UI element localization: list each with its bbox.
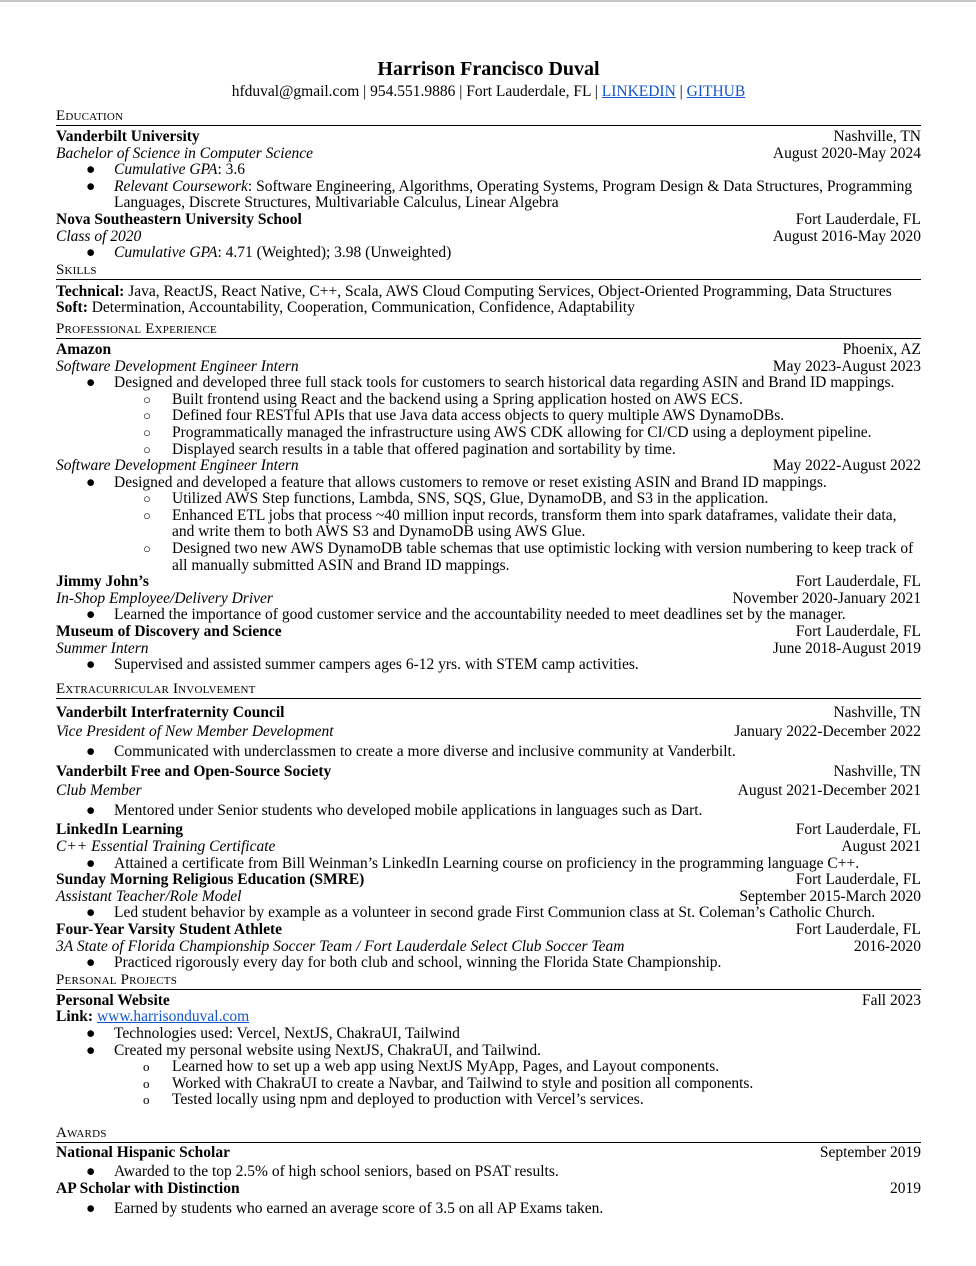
gpa-value: : 3.6	[217, 161, 246, 179]
bullet-text: Created my personal website using NextJS, ChakraUI, and Tailwind.	[114, 1041, 541, 1059]
list-item	[56, 179, 921, 212]
list-item	[56, 607, 921, 624]
organization-name: Sunday Morning Religious Education (SMRE)	[56, 871, 365, 889]
bullet-disc: ●	[86, 1041, 96, 1059]
job-header	[56, 342, 921, 359]
degree: Class of 2020	[56, 227, 142, 245]
activity-role: C++ Essential Training Certificate	[56, 837, 276, 855]
bullet-text: Enhanced ETL jobs that process ~40 million input records, transform them into spark dataframes, validate their data, and write them to both AWS S3 and DynamoDB using AWS Glue.	[172, 506, 897, 541]
linkedin-link[interactable]: LINKEDIN	[601, 83, 676, 100]
bullet-disc: ●	[86, 244, 96, 262]
bullet-disc: ●	[86, 177, 96, 195]
award-header	[56, 1181, 921, 1198]
bullet-disc: ●	[86, 1199, 96, 1217]
section-experience: Professional Experience	[56, 321, 921, 339]
coursework-value: : Software Engineering, Algorithms, Operating Systems, Program Design & Data Structures, Programming Languages, Discrete Structures, Multivariable Calculus, Linear Algebra	[114, 177, 913, 212]
bullet-disc: ●	[86, 801, 96, 819]
job-location: Fort Lauderdale, FL	[795, 623, 921, 641]
list-item	[56, 1201, 921, 1218]
bullet-disc: ●	[86, 374, 96, 392]
activity-header	[56, 764, 921, 781]
job-header	[56, 574, 921, 591]
list-item	[56, 1043, 921, 1060]
activity-bullets	[56, 955, 921, 972]
project-date: Fall 2023	[862, 991, 921, 1009]
activity-dates: September 2015-March 2020	[739, 887, 921, 905]
activity-subheader	[56, 889, 921, 906]
bullet-o: o	[143, 1092, 150, 1108]
job-subbullets	[56, 392, 921, 458]
bullet-text: Designed and developed three full stack tools for customers to search historical data regarding ASIN and Brand ID mappings.	[114, 374, 895, 392]
organization-name: LinkedIn Learning	[56, 821, 184, 839]
job-role: Software Development Engineer Intern	[56, 357, 299, 375]
activity-role: Vice President of New Member Development	[56, 723, 334, 741]
bullet-circle: ○	[143, 408, 151, 424]
bullet-text: Learned the importance of good customer service and the accountability needed to meet deadlines set by the manager.	[114, 606, 846, 624]
section-education: Education	[56, 108, 921, 126]
activity-location: Nashville, TN	[833, 762, 921, 780]
organization-name: Vanderbilt Interfraternity Council	[56, 703, 285, 721]
bullet-text: Supervised and assisted summer campers ages 6-12 yrs. with STEM camp activities.	[114, 656, 639, 674]
coursework-label: Relevant Coursework	[114, 177, 248, 195]
education-dates: August 2016-May 2020	[772, 227, 921, 245]
gpa-label: Cumulative GPA	[114, 161, 218, 179]
project-link-row	[56, 1009, 921, 1026]
section-projects: Personal Projects	[56, 972, 921, 990]
job-bullets	[56, 475, 921, 492]
gpa-label: Cumulative GPA	[114, 244, 218, 262]
project-bullets	[56, 1026, 921, 1059]
skills-soft	[56, 300, 921, 317]
resume-page	[56, 56, 921, 1217]
education-bullets	[56, 245, 921, 262]
bullet-text: Built frontend using React and the backend using a Spring application hosted on AWS ECS.	[172, 390, 743, 408]
education-entry-header	[56, 212, 921, 229]
list-item	[56, 1164, 921, 1181]
section-awards: Awards	[56, 1125, 921, 1143]
education-entry-header	[56, 129, 921, 146]
skills-technical-label: Technical:	[56, 282, 125, 300]
list-item	[56, 1059, 921, 1076]
list-item	[56, 1026, 921, 1043]
skills-technical	[56, 284, 921, 301]
bullet-text: Displayed search results in a table that offered pagination and sortability by time.	[172, 440, 676, 458]
activity-location: Fort Lauderdale, FL	[795, 871, 921, 889]
resume-header	[56, 56, 921, 101]
bullet-text: Designed and developed a feature that allows customers to remove or reset existing ASIN and Brand ID mappings.	[114, 473, 827, 491]
education-dates: August 2020-May 2024	[772, 144, 921, 162]
bullet-text: Attained a certificate from Bill Weinman’s LinkedIn Learning course on proficiency in the programming language C++.	[114, 854, 860, 872]
job-dates: June 2018-August 2019	[772, 639, 921, 657]
bullet-text: Utilized AWS Step functions, Lambda, SNS, SQS, Glue, DynamoDB, and S3 in the application.	[172, 490, 769, 508]
bullet-text: Mentored under Senior students who developed mobile applications in languages such as Dart.	[114, 801, 703, 819]
contact-separator: |	[675, 83, 687, 100]
company-name: Amazon	[56, 340, 112, 358]
bullet-o: o	[143, 1075, 150, 1091]
activity-subheader	[56, 724, 921, 741]
bullet-circle: ○	[143, 491, 151, 507]
skills-soft-list: Determination, Accountability, Cooperation, Communication, Confidence, Adaptability	[87, 299, 635, 317]
organization-name: Vanderbilt Free and Open-Source Society	[56, 762, 332, 780]
list-item	[56, 657, 921, 674]
list-item	[56, 162, 921, 179]
list-item	[56, 491, 921, 508]
project-subbullets	[56, 1059, 921, 1109]
bullet-text: Technologies used: Vercel, NextJS, ChakraUI, Tailwind	[114, 1024, 460, 1042]
list-item	[56, 508, 921, 541]
bullet-text: Earned by students who earned an average score of 3.5 on all AP Exams taken.	[114, 1199, 604, 1217]
job-bullets	[56, 657, 921, 674]
job-role: In-Shop Employee/Delivery Driver	[56, 589, 273, 607]
github-link[interactable]: GITHUB	[686, 83, 746, 100]
activity-bullets	[56, 856, 921, 873]
company-name: Museum of Discovery and Science	[56, 623, 282, 641]
section-extracurricular: Extracurricular Involvement	[56, 681, 921, 699]
list-item	[56, 425, 921, 442]
bullet-circle: ○	[143, 391, 151, 407]
gpa-value: : 4.71 (Weighted); 3.98 (Unweighted)	[217, 244, 452, 262]
education-entry-subheader	[56, 146, 921, 163]
candidate-name: Harrison Francisco Duval	[377, 58, 600, 80]
bullet-circle: ○	[143, 441, 151, 457]
activity-dates: August 2021	[841, 837, 921, 855]
bullet-text: Defined four RESTful APIs that use Java data access objects to query multiple AWS DynamoDBs.	[172, 407, 785, 425]
bullet-disc: ●	[86, 1024, 96, 1042]
activity-bullets	[56, 905, 921, 922]
activity-header	[56, 922, 921, 939]
contact-line	[56, 83, 921, 101]
activity-subheader	[56, 839, 921, 856]
award-bullets	[56, 1164, 921, 1181]
job-role: Software Development Engineer Intern	[56, 457, 299, 475]
list-item	[56, 905, 921, 922]
activity-role: 3A State of Florida Championship Soccer Team / Fort Lauderdale Select Club Soccer Team	[56, 937, 625, 955]
bullet-disc: ●	[86, 854, 96, 872]
bullet-circle: ○	[143, 424, 151, 440]
job-dates: November 2020-January 2021	[732, 589, 921, 607]
bullet-disc: ●	[86, 954, 96, 972]
list-item	[56, 375, 921, 392]
activity-dates: 2016-2020	[853, 937, 921, 955]
activity-location: Fort Lauderdale, FL	[795, 920, 921, 938]
job-subheader	[56, 641, 921, 658]
award-header	[56, 1145, 921, 1162]
project-header	[56, 993, 921, 1010]
bullet-o: o	[143, 1059, 150, 1075]
bullet-text: Tested locally using npm and deployed to production with Vercel’s services.	[172, 1091, 644, 1109]
bullet-text: Worked with ChakraUI to create a Navbar, and Tailwind to style and position all components.	[172, 1074, 754, 1092]
education-bullets	[56, 162, 921, 212]
list-item	[56, 541, 921, 574]
activity-role: Club Member	[56, 782, 142, 800]
school-name: Vanderbilt University	[56, 128, 200, 145]
award-date: 2019	[890, 1180, 921, 1198]
list-item	[56, 442, 921, 459]
job-bullets	[56, 375, 921, 392]
list-item	[56, 744, 921, 761]
bullet-disc: ●	[86, 161, 96, 179]
job-header	[56, 624, 921, 641]
organization-name: Four-Year Varsity Student Athlete	[56, 920, 283, 938]
activity-bullets	[56, 803, 921, 820]
job-dates: May 2022-August 2022	[772, 457, 921, 475]
bullet-text: Awarded to the top 2.5% of high school seniors, based on PSAT results.	[114, 1163, 559, 1181]
degree: Bachelor of Science in Computer Science	[56, 144, 313, 162]
job-location: Fort Lauderdale, FL	[795, 573, 921, 591]
top-border	[0, 0, 976, 2]
school-location: Fort Lauderdale, FL	[795, 210, 921, 228]
activity-header	[56, 822, 921, 839]
job-subheader	[56, 458, 921, 475]
award-name: National Hispanic Scholar	[56, 1143, 230, 1161]
project-link-label: Link:	[56, 1008, 94, 1026]
bullet-text: Learned how to set up a web app using NextJS MyApp, Pages, and Layout components.	[172, 1058, 720, 1076]
activity-dates: January 2022-December 2022	[734, 723, 921, 741]
bullet-disc: ●	[86, 1163, 96, 1181]
activity-header	[56, 705, 921, 722]
activity-role: Assistant Teacher/Role Model	[56, 887, 242, 905]
bullet-disc: ●	[86, 656, 96, 674]
award-name: AP Scholar with Distinction	[56, 1180, 240, 1198]
bullet-disc: ●	[86, 904, 96, 922]
activity-location: Nashville, TN	[833, 703, 921, 721]
activity-location: Fort Lauderdale, FL	[795, 821, 921, 839]
job-role: Summer Intern	[56, 639, 149, 657]
job-subbullets	[56, 491, 921, 574]
job-dates: May 2023-August 2023	[772, 357, 921, 375]
list-item	[56, 803, 921, 820]
list-item	[56, 475, 921, 492]
contact-info: hfduval@gmail.com | 954.551.9886 | Fort Lauderdale, FL |	[231, 83, 602, 100]
project-name: Personal Website	[56, 991, 170, 1009]
list-item	[56, 1092, 921, 1109]
bullet-circle: ○	[143, 507, 151, 523]
education-entry-subheader	[56, 229, 921, 246]
activity-dates: August 2021-December 2021	[737, 782, 921, 800]
award-date: September 2019	[819, 1143, 921, 1161]
job-location: Phoenix, AZ	[842, 340, 921, 358]
bullet-disc: ●	[86, 606, 96, 624]
job-subheader	[56, 591, 921, 608]
list-item	[56, 856, 921, 873]
company-name: Jimmy John’s	[56, 573, 149, 591]
list-item	[56, 408, 921, 425]
school-name: Nova Southeastern University School	[56, 210, 302, 228]
bullet-text: Led student behavior by example as a volunteer in second grade First Communion class at St. Coleman’s Catholic Church.	[114, 904, 876, 922]
bullet-text: Designed two new AWS DynamoDB table schemas that use optimistic locking with version numbering to keep track of all manually submitted ASIN and Brand ID mappings.	[172, 540, 914, 574]
section-skills: Skills	[56, 262, 921, 280]
activity-subheader	[56, 939, 921, 956]
bullet-text: Programmatically managed the infrastructure using AWS CDK allowing for CI/CD using a deployment pipeline.	[172, 423, 872, 441]
skills-technical-list: Java, ReactJS, React Native, C++, Scala, AWS Cloud Computing Services, Object-Oriented Programming, Data Structures	[124, 282, 892, 300]
list-item	[56, 1076, 921, 1093]
bullet-disc: ●	[86, 473, 96, 491]
list-item	[56, 392, 921, 409]
bullet-disc: ●	[86, 743, 96, 760]
job-bullets	[56, 607, 921, 624]
bullet-circle: ○	[143, 541, 151, 557]
activity-bullets	[56, 744, 921, 761]
project-link[interactable]: www.harrisonduval.com	[96, 1008, 250, 1026]
school-location: Nashville, TN	[833, 128, 921, 145]
activity-subheader	[56, 783, 921, 800]
job-subheader	[56, 359, 921, 376]
list-item	[56, 955, 921, 972]
skills-soft-label: Soft:	[56, 299, 88, 317]
list-item	[56, 245, 921, 262]
award-bullets	[56, 1201, 921, 1218]
bullet-text: Practiced rigorously every day for both club and school, winning the Florida State Championship.	[114, 954, 722, 972]
bullet-text: Communicated with underclassmen to create a more diverse and inclusive community at Vanderbilt.	[114, 743, 736, 760]
activity-header	[56, 872, 921, 889]
